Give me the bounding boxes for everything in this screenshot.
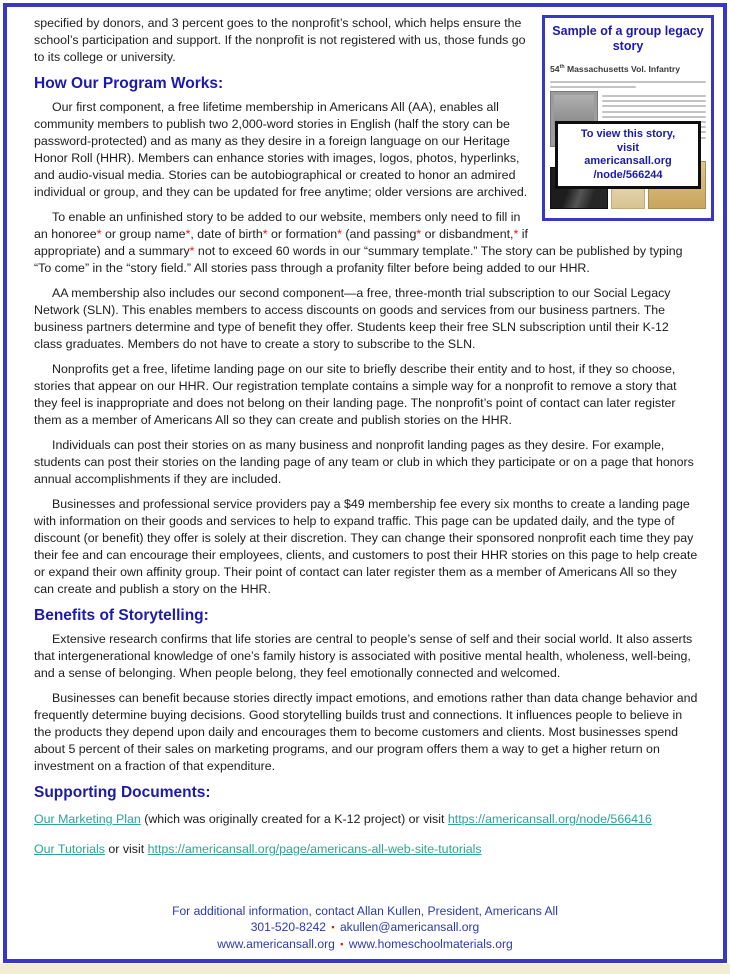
footer-contact-line: For additional information, contact Allan Kullen, President, Americans All — [172, 903, 558, 918]
text-run-bullet: ▪ — [331, 922, 335, 932]
paragraph-first-component: Our first component, a free lifetime membership in Americans All (AA), enables all community members to publish two 2,000-word stories in English (half the story can be password-protected) and as many as they desire in a foreign language on our Heritage Honor Roll (HHR). Members can enhance stories with images, logos, photos, hyperlinks, and audio-visual media. Stories can be autobiographical or created to honor an admired individual or group, and they can be updated for free anytime; older versions are archived. — [34, 100, 528, 199]
callout-line: americansall.org — [584, 155, 672, 167]
text-run-red: * — [189, 244, 195, 258]
story-preview-title — [550, 59, 706, 78]
text-link[interactable]: Our Tutorials — [34, 842, 105, 856]
text-link[interactable]: Our Marketing Plan — [34, 812, 141, 826]
preview-text-line — [550, 81, 706, 83]
paragraph-businesses: Businesses and professional service providers pay a $49 membership fee every six months to create a landing page with information on their goods and services to help to expand traffic. This page can be updated daily, and the type of discount (or benefit) they offer is solely at their discretion. They can change their sponsored nonprofit each time they pay their fee and can encourage their employees, clients, and customers to post their HHR stories on this page to help create or expand their own affinity group. Their point of contact can later register them as a member of Americans All so they can create and publish a story on the HHR. — [34, 497, 698, 596]
text-run-sup: th — [559, 64, 565, 70]
text-run: To enable an unfinished story to be added to our website, members only need to fill in an honoree — [34, 210, 521, 241]
paragraph-business-benefit: Businesses can benefit because stories directly impact emotions, and emotions rather than data change behavior and frequently determine buying decisions. Good storytelling builds trust and connections. It influences people to believe in the products they depend upon daily and encourages them to become customers and clients. Most businesses spend about 5 percent of their sales on marketing programs, and our program offers them a way to get a higher return on investment on a fraction of that expenditure. — [34, 691, 698, 773]
text-run: Massachusetts Vol. Infantry — [564, 63, 681, 74]
section-heading-program: How Our Program Works: — [34, 75, 224, 92]
text-run-bullet: ▪ — [340, 938, 344, 949]
supporting-line-tutorials — [34, 838, 700, 860]
callout-line: /node/566244 — [593, 168, 663, 181]
callout-line: To view this story, — [580, 128, 676, 140]
text-link[interactable]: https://americansall.org/node/566416 — [447, 812, 652, 826]
text-run: or formation — [267, 227, 338, 241]
text-run: www.americansall.org — [217, 936, 339, 951]
text-run-red: * — [337, 227, 342, 241]
text-run: 301-520-8242 — [250, 920, 330, 934]
section-heading-benefits: Benefits of Storytelling: — [34, 607, 209, 624]
view-story-callout — [555, 121, 701, 189]
callout-line: visit — [616, 141, 639, 154]
text-run: (and passing — [341, 227, 417, 241]
text-run-red: * — [185, 227, 191, 241]
supporting-line-marketing — [34, 808, 700, 830]
text-run: if appropriate) and a summary — [34, 227, 528, 258]
text-run: , date of birth — [190, 227, 263, 241]
footer-websites-line — [7, 936, 723, 953]
text-run: www.homeschoolmaterials.org — [345, 936, 513, 951]
legacy-story-box — [542, 15, 714, 221]
text-run-red: * — [513, 227, 519, 241]
text-run: or visit — [104, 842, 148, 856]
text-run: or disbandment, — [421, 227, 514, 241]
legacy-story-sidebar — [542, 15, 714, 223]
page-bottom-margin — [0, 964, 730, 974]
text-link[interactable]: https://americansall.org/page/americans-all-web-site-tutorials — [147, 842, 482, 856]
page-content — [7, 7, 723, 959]
text-run: 54 — [550, 63, 560, 74]
document-page — [3, 3, 727, 963]
paragraph-research: Extensive research confirms that life stories are central to people’s sense of self and their social world. It also asserts that intergenerational knowledge of one’s family history is associated with positive mental health, wholeness, well-being, and a sense of belonging. When people belong, they feel emotionally connected and welcomed. — [34, 632, 693, 680]
text-run-red: * — [416, 227, 422, 241]
text-run: (which was originally created for a K-12 project) or visit — [140, 812, 448, 826]
text-run: akullen@americansall.org — [336, 920, 480, 934]
story-preview — [550, 59, 706, 209]
text-run-red: * — [262, 227, 268, 241]
paragraph-sln-membership: AA membership also includes our second component—a free, three-month trial subscription to our Social Legacy Network (SLN). This enables members to access discounts on goods and services from our business partners. The business partners determine and type of benefit they offer. Students keep their free SLN subscription until their K-12 class graduates. Members do not have to create a story to subscribe to the SLN. — [34, 286, 671, 351]
text-run: not to exceed 60 words in our “summary template.” The story can be published by typing “To come” in the “story field.” All stories pass through a profanity filter before being added to our HHR. — [34, 244, 683, 275]
section-heading-supporting: Supporting Documents: — [34, 784, 211, 801]
paragraph-individuals: Individuals can post their stories on as many business and nonprofit landing pages as they desire. For example, students can post their stories on the landing page of any team or club in which they participate or on a page that honors annual accomplishments if they are included. — [34, 438, 694, 486]
text-run: or group name — [101, 227, 186, 241]
continuation-paragraph: specified by donors, and 3 percent goes to the nonprofit’s school, which helps ensure the school’s participation and support. If the nonprofit is not registered with us, those funds go to its college or university. — [34, 16, 526, 64]
sidebar-title: Sample of a group legacy story — [552, 24, 704, 53]
page-footer — [7, 903, 723, 953]
text-run-red: * — [96, 227, 102, 241]
paragraph-nonprofits: Nonprofits get a free, lifetime landing page on our site to briefly describe their entity and to host, if they so choose, stories that appear on our HHR. Our registration template contains a simple way for a nonprofit to remove a story that they feel is inappropriate and does not belong on their landing page. The nonprofit’s point of contact can later register them as a member of Americans All so they can create and publish stories on the HHR. — [34, 362, 677, 427]
preview-text-line — [550, 86, 636, 88]
footer-phone-email-line — [7, 919, 723, 936]
